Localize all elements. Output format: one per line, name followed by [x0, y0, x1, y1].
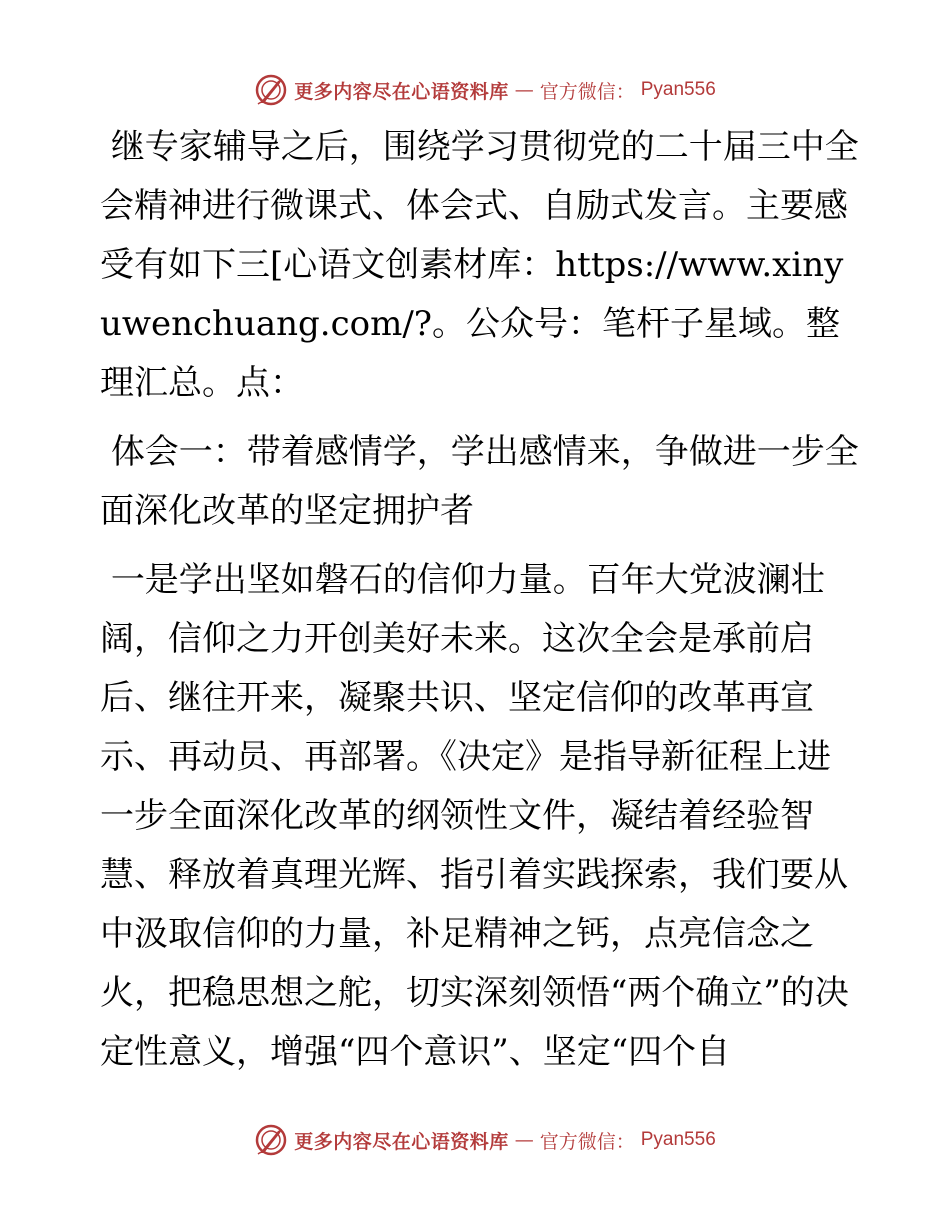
header-banner-text: 更多内容尽在心语资料库	[294, 80, 509, 103]
header-wechat-label: 官方微信：	[539, 80, 635, 103]
quill-seal-icon	[254, 73, 288, 107]
footer-banner	[0, 1120, 950, 1160]
paragraph-intro: 继专家辅导之后，围绕学习贯彻党的二十届三中全会精神进行微课式、体会式、自励式发言。主要感受有如下三[心语文创素材库：https://www.xinyuwenchuang.com/?。公众号：笔杆子星域。整理汇总。点：	[100, 127, 859, 403]
footer-banner-text: 更多内容尽在心语资料库	[294, 1130, 509, 1153]
header-wechat-id: Pyan556	[640, 79, 716, 100]
footer-wechat-id: Pyan556	[640, 1129, 716, 1150]
header-banner-dash: —	[514, 79, 534, 101]
header-banner-inner	[254, 73, 716, 107]
paragraph-point-1: 一是学出坚如磐石的信仰力量。百年大党波澜壮阔，信仰之力开创美好未来。这次全会是承前启后、继往开来，凝聚共识、坚定信仰的改革再宣示、再动员、再部署。《决定》是指导新征程上进一步全面深化改革的纲领性文件，凝结着经验智慧、释放着真理光辉、指引着实践探索，我们要从中汲取信仰的力量，补足精神之钙，点亮信念之火，把稳思想之舵，切实深刻领悟“两个确立”的决定性意义，增强“四个意识”、坚定“四个自	[100, 560, 849, 1072]
header-banner	[0, 70, 950, 110]
document-body	[100, 118, 860, 1082]
footer-banner-inner	[254, 1123, 716, 1157]
footer-wechat-label: 官方微信：	[539, 1130, 635, 1153]
footer-banner-dash: —	[514, 1129, 534, 1151]
paragraph-heading-1: 体会一：带着感情学，学出感情来，争做进一步全面深化改革的坚定拥护者	[100, 432, 859, 531]
quill-seal-icon	[254, 1123, 288, 1157]
